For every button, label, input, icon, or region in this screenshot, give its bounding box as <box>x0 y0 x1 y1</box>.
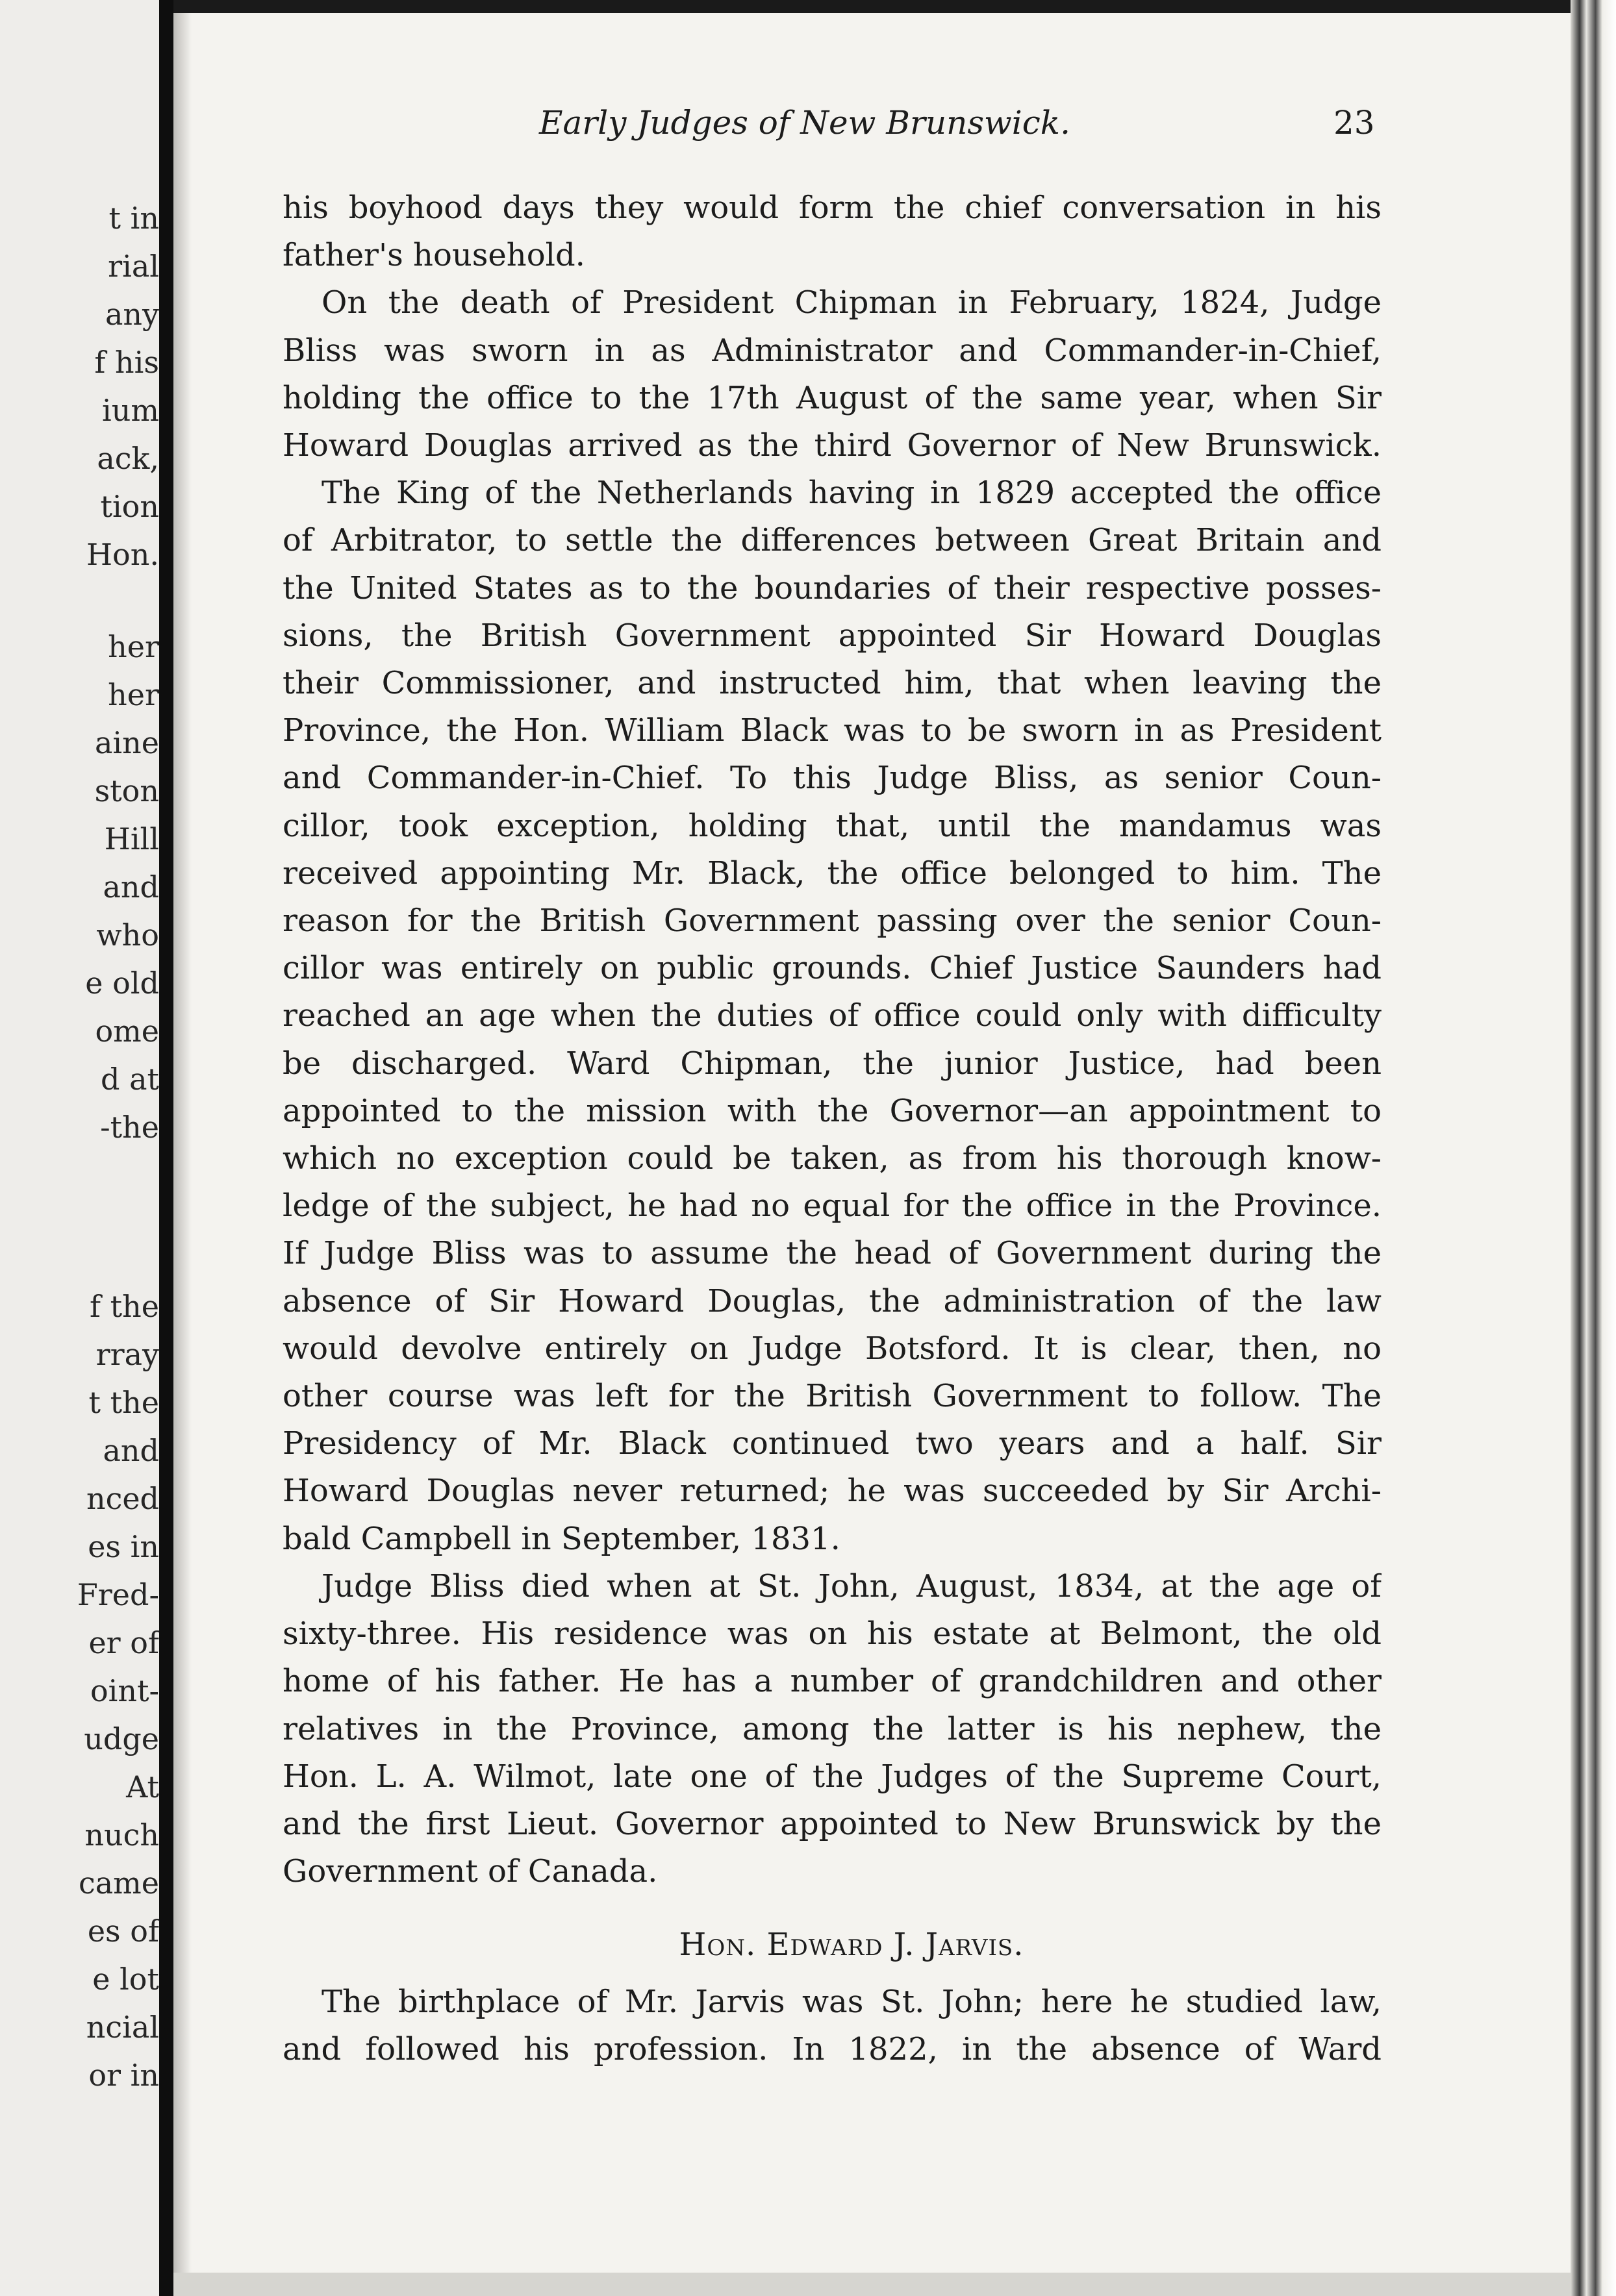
text-line: and the first Lieut. Governor appointed to New Brunswick by the <box>283 1805 1382 1842</box>
facing-page-fragment: her <box>108 629 159 664</box>
facing-page-fragment: came <box>78 1866 159 1901</box>
text-line: would devolve entirely on Judge Botsford. It is clear, then, no <box>283 1330 1382 1367</box>
text-line: The birthplace of Mr. Jarvis was St. John; here he studied law, <box>322 1983 1382 2020</box>
facing-page-fragment: udge <box>84 1721 159 1756</box>
facing-page-fragment: ome <box>95 1014 159 1049</box>
facing-page-fragment: rray <box>95 1337 159 1372</box>
page-body <box>283 184 1382 2073</box>
facing-page-fragment: t in <box>108 201 159 236</box>
text-line: Judge Bliss died when at St. John, August, 1834, at the age of <box>322 1567 1382 1604</box>
facing-page-fragment: es of <box>87 1914 159 1949</box>
text-line: relatives in the Province, among the latter is his nephew, the <box>283 1710 1382 1747</box>
paragraph <box>283 469 1382 1563</box>
facing-page-fragment: Fred- <box>77 1577 159 1612</box>
facing-page-fragment: her <box>108 677 159 712</box>
facing-page-fragment: er of <box>88 1625 159 1660</box>
text-line: appointed to the mission with the Governor—an appointment to <box>283 1092 1382 1129</box>
text-line: which no exception could be taken, as from his thorough know- <box>283 1140 1382 1177</box>
facing-page-fragment: ncial <box>86 2010 159 2045</box>
text-line: Howard Douglas arrived as the third Governor of New Brunswick. <box>283 427 1382 464</box>
text-line: their Commissioner, and instructed him, that when leaving the <box>283 665 1382 702</box>
facing-page-fragment: tion <box>100 489 159 524</box>
facing-page-fragment: and <box>103 1433 159 1468</box>
paragraph <box>283 279 1382 469</box>
facing-page-fragment: -the <box>100 1110 159 1145</box>
facing-page-fragment: nuch <box>84 1817 159 1853</box>
facing-page-fragment: Hon. <box>86 537 159 572</box>
facing-page-fragment: rial <box>108 249 159 284</box>
text-line: and Commander-in-Chief. To this Judge Bliss, as senior Coun- <box>283 760 1382 797</box>
facing-page-fragment: who <box>96 917 159 953</box>
facing-page-fragment: ston <box>94 773 159 808</box>
text-line: cillor was entirely on public grounds. Chief Justice Saunders had <box>283 950 1382 987</box>
paragraph <box>283 1978 1382 2073</box>
facing-page-fragment: d at <box>101 1062 159 1097</box>
text-line: father's household. <box>283 237 585 274</box>
text-line: be discharged. Ward Chipman, the junior Justice, had been <box>283 1045 1382 1082</box>
text-line: the United States as to the boundaries of their respective posses- <box>283 569 1382 606</box>
text-line: other course was left for the British Government to follow. The <box>283 1378 1382 1415</box>
bottom-scan-edge <box>173 2273 1571 2296</box>
facing-page-fragment: oint- <box>90 1673 159 1708</box>
text-line: On the death of President Chipman in February, 1824, Judge <box>322 284 1382 321</box>
text-line: Bliss was sworn in as Administrator and Commander-in-Chief, <box>283 332 1382 369</box>
text-line: and followed his profession. In 1822, in the absence of Ward <box>283 2030 1382 2067</box>
text-line: his boyhood days they would form the chief conversation in his <box>283 190 1382 226</box>
facing-page-fragment: aine <box>95 725 159 760</box>
text-line: sions, the British Government appointed Sir Howard Douglas <box>283 617 1382 654</box>
text-line: bald Campbell in September, 1831. <box>283 1520 840 1557</box>
facing-page-fragment: f the <box>90 1289 159 1324</box>
text-line: Government of Canada. <box>283 1853 658 1890</box>
text-line: holding the office to the 17th August of the same year, when Sir <box>283 379 1382 416</box>
text-line: cillor, took exception, holding that, until the mandamus was <box>283 807 1382 844</box>
facing-page-fragment: nced <box>86 1481 159 1516</box>
text-line: If Judge Bliss was to assume the head of Government during the <box>283 1235 1382 1272</box>
facing-page-fragment: e old <box>85 966 159 1001</box>
facing-page-fragment: or in <box>88 2058 159 2093</box>
facing-page-fragment: any <box>105 297 159 332</box>
text-line: received appointing Mr. Black, the office belonged to him. The <box>283 855 1382 892</box>
section-heading: Hon. Edward J. Jarvis. <box>679 1927 1024 1964</box>
text-line: Province, the Hon. William Black was to be sworn in as President <box>283 712 1382 749</box>
text-line: The King of the Netherlands having in 1829 accepted the office <box>322 475 1382 512</box>
text-line: home of his father. He has a number of grandchildren and other <box>283 1663 1382 1700</box>
running-title: Early Judges of New Brunswick. <box>539 104 1070 142</box>
text-line: sixty-three. His residence was on his estate at Belmont, the old <box>283 1616 1382 1653</box>
text-line: absence of Sir Howard Douglas, the administration of the law <box>283 1282 1382 1319</box>
book-gutter <box>159 0 173 2296</box>
text-line: reason for the British Government passing over the senior Coun- <box>283 903 1382 940</box>
facing-page-fragment: ium <box>102 393 159 428</box>
text-line: Presidency of Mr. Black continued two years and a half. Sir <box>283 1425 1382 1462</box>
facing-page-fragment: es in <box>88 1529 159 1564</box>
text-line: Hon. L. A. Wilmot, late one of the Judges of the Supreme Court, <box>283 1758 1382 1795</box>
facing-page-fragment: At <box>126 1769 159 1804</box>
facing-page-fragment: t the <box>88 1385 159 1420</box>
paragraph <box>283 184 1382 279</box>
facing-page-fragment: f his <box>94 345 159 380</box>
gutter-shadow <box>173 0 192 2296</box>
book-right-edge <box>1571 0 1616 2296</box>
facing-page-fragment: Hill <box>104 821 159 856</box>
facing-page-fragment: and <box>103 869 159 905</box>
text-line: ledge of the subject, he had no equal for the office in the Province. <box>283 1188 1382 1225</box>
facing-page-fragment: e lot <box>92 1962 159 1997</box>
paragraph <box>283 1563 1382 1895</box>
facing-page-edge <box>0 0 159 2296</box>
text-line: Howard Douglas never returned; he was succeeded by Sir Archi- <box>283 1473 1382 1510</box>
facing-page-fragment: ack, <box>97 441 159 476</box>
text-line: of Arbitrator, to settle the differences between Great Britain and <box>283 522 1382 559</box>
page-number: 23 <box>1333 104 1375 142</box>
text-line: reached an age when the duties of office could only with difficulty <box>283 997 1382 1034</box>
top-scan-edge <box>173 0 1571 13</box>
